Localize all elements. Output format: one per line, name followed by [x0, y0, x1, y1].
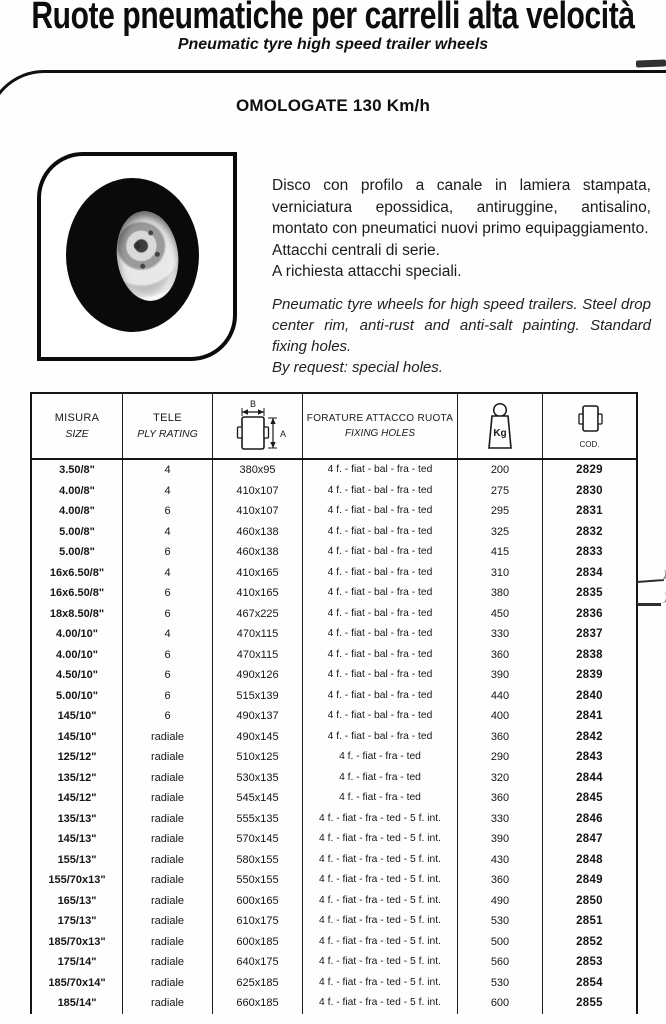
- table-row: [32, 973, 636, 994]
- fixing-holes-cell: 4 f. - fiat - fra - ted - 5 f. int.: [303, 829, 458, 850]
- table-row: [32, 501, 636, 522]
- code-cell: 2829: [576, 464, 603, 476]
- dimensions-cell: 570x145: [213, 829, 303, 850]
- code-cell: 2838: [576, 648, 603, 661]
- table-header: [32, 394, 636, 460]
- size-cell: 185/14": [32, 993, 123, 1014]
- code-cell: 2831: [576, 505, 603, 517]
- header-fixing-it: FORATURE ATTACCO RUOTA: [306, 413, 454, 424]
- fixing-holes-cell: 4 f. - fiat - bal - fra - ted: [303, 501, 458, 522]
- dimensions-cell: 625x185: [213, 973, 303, 994]
- header-fixing-en: FIXING HOLES: [344, 428, 415, 439]
- dimensions-cell: 530x135: [213, 768, 303, 789]
- bolt-hole: [140, 263, 146, 269]
- code-cell: 2841: [576, 710, 603, 722]
- fixing-holes-cell: 4 f. - fiat - bal - fra - ted: [303, 624, 458, 645]
- dimensions-cell: 555x135: [213, 809, 303, 830]
- page-subtitle: Pneumatic tyre high speed trailer wheels: [177, 36, 489, 53]
- header-code: [543, 394, 636, 458]
- size-cell: 185/70x13": [32, 932, 123, 953]
- fixing-holes-cell: 4 f. - fiat - bal - fra - ted: [303, 583, 458, 604]
- code-cell: 2846: [576, 812, 603, 825]
- header-ply: [123, 394, 213, 458]
- weight-cell: 530: [458, 973, 543, 994]
- header-size-en: SIZE: [65, 428, 89, 440]
- weight-cell: 275: [458, 481, 543, 502]
- weight-cell: 330: [458, 624, 543, 645]
- ply-cell: radiale: [123, 911, 213, 932]
- table-row: [32, 542, 636, 563]
- size-cell: 4.00/10": [32, 645, 123, 666]
- ply-cell: 6: [123, 686, 213, 707]
- dimensions-cell: 460x138: [213, 522, 303, 543]
- fixing-holes-cell: 4 f. - fiat - bal - fra - ted: [303, 481, 458, 502]
- size-cell: 5.00/10": [32, 686, 123, 707]
- header-fixing-holes: [303, 394, 458, 458]
- weight-cell: 430: [458, 850, 543, 871]
- size-cell: 4.00/8": [32, 501, 123, 522]
- dimensions-cell: 410x107: [213, 481, 303, 502]
- dimensions-cell: 380x95: [213, 460, 303, 481]
- svg-text:B: B: [249, 399, 256, 409]
- table-row: [32, 952, 636, 973]
- ply-cell: radiale: [123, 829, 213, 850]
- weight-cell: 390: [458, 829, 543, 850]
- fixing-holes-cell: 4 f. - fiat - bal - fra - ted: [303, 563, 458, 584]
- description-english-line2: By request: special holes.: [272, 358, 443, 376]
- wheel-dimensions-icon: [225, 398, 291, 454]
- scan-smudge: [636, 59, 666, 67]
- fixing-holes-cell: 4 f. - fiat - fra - ted: [303, 747, 458, 768]
- code-cell: 2844: [576, 771, 603, 784]
- ply-cell: radiale: [123, 952, 213, 973]
- table-row: [32, 583, 636, 604]
- size-cell: 135/12": [32, 768, 123, 789]
- code-cell: 2830: [576, 484, 603, 497]
- fixing-holes-cell: 4 f. - fiat - fra - ted - 5 f. int.: [303, 911, 458, 932]
- hub-rim: [112, 208, 184, 305]
- ply-cell: radiale: [123, 850, 213, 871]
- size-cell: 155/70x13": [32, 870, 123, 891]
- table-row: [32, 891, 636, 912]
- description-english: Pneumatic tyre wheels for high speed trailers. Steel drop center rim, anti-rust and anti-salt painting. Standard fixing holes.: [272, 295, 651, 355]
- fixing-holes-cell: 4 f. - fiat - fra - ted - 5 f. int.: [303, 932, 458, 953]
- table-row: [32, 993, 636, 1014]
- size-cell: 145/13": [32, 829, 123, 850]
- table-row: [32, 809, 636, 830]
- ply-cell: radiale: [123, 809, 213, 830]
- code-cell: 2839: [576, 669, 603, 681]
- dimensions-cell: 610x175: [213, 911, 303, 932]
- weight-cell: 530: [458, 911, 543, 932]
- dimensions-cell: 490x145: [213, 727, 303, 748]
- table-row: [32, 911, 636, 932]
- fixing-holes-cell: 4 f. - fiat - bal - fra - ted: [303, 706, 458, 727]
- fixing-holes-cell: 4 f. - fiat - fra - ted: [303, 768, 458, 789]
- weight-cell: 200: [458, 460, 543, 481]
- ply-cell: 4: [123, 460, 213, 481]
- code-cell: 2854: [576, 976, 603, 989]
- code-cell: 2845: [576, 792, 603, 804]
- weight-cell: 600: [458, 993, 543, 1014]
- weight-cell: 450: [458, 604, 543, 625]
- size-cell: 185/70x14": [32, 973, 123, 994]
- code-cell: 2853: [576, 956, 603, 968]
- table-row: [32, 768, 636, 789]
- code-cell: 2834: [576, 566, 603, 579]
- pen-mark-2835: [637, 603, 661, 606]
- header-weight: [458, 394, 543, 458]
- table-row: [32, 850, 636, 871]
- ply-cell: radiale: [123, 973, 213, 994]
- fixing-holes-cell: 4 f. - fiat - bal - fra - ted: [303, 665, 458, 686]
- weight-cell: 325: [458, 522, 543, 543]
- fixing-holes-cell: 4 f. - fiat - fra - ted - 5 f. int.: [303, 952, 458, 973]
- ply-cell: 6: [123, 706, 213, 727]
- homologation-heading: OMOLOGATE 130 Km/h: [235, 96, 431, 115]
- size-cell: 135/13": [32, 809, 123, 830]
- tire: [66, 178, 199, 332]
- weight-cell: 290: [458, 747, 543, 768]
- fixing-holes-cell: 4 f. - fiat - bal - fra - ted: [303, 604, 458, 625]
- code-cell: 2840: [576, 689, 603, 702]
- table-row: [32, 706, 636, 727]
- size-cell: 175/13": [32, 911, 123, 932]
- table-row: [32, 563, 636, 584]
- ply-cell: radiale: [123, 993, 213, 1014]
- ply-cell: 4: [123, 481, 213, 502]
- ply-cell: 4: [123, 624, 213, 645]
- bolt-hole: [155, 251, 161, 257]
- fixing-holes-cell: 4 f. - fiat - fra - ted - 5 f. int.: [303, 809, 458, 830]
- dimensions-cell: 580x155: [213, 850, 303, 871]
- weight-cell: 360: [458, 788, 543, 809]
- code-cell: 2847: [576, 833, 603, 845]
- header-ply-en: PLY RATING: [137, 428, 198, 440]
- code-cell: 2843: [576, 751, 603, 763]
- fixing-holes-cell: 4 f. - fiat - bal - fra - ted: [303, 460, 458, 481]
- dimensions-cell: 470x115: [213, 645, 303, 666]
- table-row: [32, 727, 636, 748]
- header-ply-it: TELE: [153, 412, 182, 424]
- ply-cell: 6: [123, 665, 213, 686]
- ply-cell: radiale: [123, 788, 213, 809]
- dimensions-cell: 460x138: [213, 542, 303, 563]
- ply-cell: radiale: [123, 747, 213, 768]
- code-cell: 2851: [576, 915, 603, 927]
- weight-cell: 415: [458, 542, 543, 563]
- dimensions-cell: 515x139: [213, 686, 303, 707]
- description-italian: Disco con profilo a canale in lamiera stampata, verniciatura epossidica, antiruggine, antisalino, montato con pneumatici nuovi primo equipaggiamento.: [272, 177, 651, 237]
- weight-cell: 310: [458, 563, 543, 584]
- size-cell: 145/10": [32, 706, 123, 727]
- ply-cell: radiale: [123, 870, 213, 891]
- weight-cell: 295: [458, 501, 543, 522]
- weight-cell: 320: [458, 768, 543, 789]
- size-cell: 5.00/8": [32, 522, 123, 543]
- table-rows: [32, 460, 636, 1014]
- dimensions-cell: 490x137: [213, 706, 303, 727]
- pen-squiggle-2835: [656, 591, 666, 604]
- dimensions-cell: 550x155: [213, 870, 303, 891]
- fixing-holes-cell: 4 f. - fiat - bal - fra - ted: [303, 727, 458, 748]
- size-cell: 165/13": [32, 891, 123, 912]
- size-cell: 5.00/8": [32, 542, 123, 563]
- size-cell: 155/13": [32, 850, 123, 871]
- code-cell: 2852: [576, 935, 603, 948]
- ply-cell: radiale: [123, 768, 213, 789]
- size-cell: 145/10": [32, 727, 123, 748]
- table-row: [32, 645, 636, 666]
- ply-cell: radiale: [123, 727, 213, 748]
- weight-kg-icon: [482, 402, 518, 450]
- fixing-holes-cell: 4 f. - fiat - fra - ted - 5 f. int.: [303, 891, 458, 912]
- table-row: [32, 665, 636, 686]
- header-code-label: COD.: [579, 440, 600, 449]
- code-cell: 2836: [576, 607, 603, 620]
- table-row: [32, 788, 636, 809]
- ply-cell: 4: [123, 563, 213, 584]
- wheel-code-icon: [572, 403, 608, 435]
- weight-cell: 490: [458, 891, 543, 912]
- size-cell: 16x6.50/8": [32, 563, 123, 584]
- header-size-it: MISURA: [54, 412, 100, 424]
- code-cell: 2833: [576, 546, 603, 558]
- dimensions-cell: 410x107: [213, 501, 303, 522]
- hub-center-hole: [133, 242, 141, 250]
- dimensions-cell: 490x126: [213, 665, 303, 686]
- weight-cell: 360: [458, 727, 543, 748]
- table-row: [32, 870, 636, 891]
- table-row: [32, 624, 636, 645]
- weight-cell: 360: [458, 645, 543, 666]
- ply-cell: 6: [123, 583, 213, 604]
- bolt-hole: [148, 230, 154, 236]
- ply-cell: 6: [123, 645, 213, 666]
- table-row: [32, 460, 636, 481]
- description-italian-line3: A richiesta attacchi speciali.: [272, 263, 462, 280]
- weight-cell: 360: [458, 870, 543, 891]
- description-italian-line2: Attacchi centrali di serie.: [272, 241, 440, 259]
- ply-cell: 6: [123, 604, 213, 625]
- ply-cell: 6: [123, 501, 213, 522]
- code-cell: 2835: [576, 587, 603, 599]
- code-cell: 2842: [576, 730, 603, 743]
- fixing-holes-cell: 4 f. - fiat - fra - ted - 5 f. int.: [303, 993, 458, 1014]
- dimensions-cell: 660x185: [213, 993, 303, 1014]
- size-cell: 175/14": [32, 952, 123, 973]
- ply-cell: radiale: [123, 932, 213, 953]
- weight-cell: 400: [458, 706, 543, 727]
- fixing-holes-cell: 4 f. - fiat - bal - fra - ted: [303, 522, 458, 543]
- ply-cell: radiale: [123, 891, 213, 912]
- weight-cell: 440: [458, 686, 543, 707]
- table-row: [32, 932, 636, 953]
- code-cell: 2850: [576, 894, 603, 907]
- dimensions-cell: 410x165: [213, 583, 303, 604]
- header-size: [32, 394, 123, 458]
- size-cell: 4.00/8": [32, 481, 123, 502]
- fixing-holes-cell: 4 f. - fiat - fra - ted - 5 f. int.: [303, 870, 458, 891]
- dimensions-cell: 410x165: [213, 563, 303, 584]
- size-cell: 4.50/10": [32, 665, 123, 686]
- weight-cell: 330: [458, 809, 543, 830]
- table-row: [32, 747, 636, 768]
- header-dimensions: [213, 394, 303, 458]
- fixing-holes-cell: 4 f. - fiat - fra - ted - 5 f. int.: [303, 973, 458, 994]
- dimensions-cell: 510x125: [213, 747, 303, 768]
- spec-table: [30, 392, 638, 1014]
- code-cell: 2849: [576, 874, 603, 886]
- weight-cell: 500: [458, 932, 543, 953]
- size-cell: 18x8.50/8": [32, 604, 123, 625]
- dimensions-cell: 600x165: [213, 891, 303, 912]
- weight-cell: 390: [458, 665, 543, 686]
- code-cell: 2837: [576, 628, 603, 640]
- dimensions-cell: 545x145: [213, 788, 303, 809]
- ply-cell: 4: [123, 522, 213, 543]
- table-row: [32, 604, 636, 625]
- fixing-holes-cell: 4 f. - fiat - bal - fra - ted: [303, 542, 458, 563]
- svg-text:A: A: [279, 429, 286, 439]
- size-cell: 3.50/8": [32, 460, 123, 481]
- weight-cell: 560: [458, 952, 543, 973]
- dimensions-cell: 600x185: [213, 932, 303, 953]
- ply-cell: 6: [123, 542, 213, 563]
- dimensions-cell: 470x115: [213, 624, 303, 645]
- size-cell: 16x6.50/8": [32, 583, 123, 604]
- size-cell: 145/12": [32, 788, 123, 809]
- fixing-holes-cell: 4 f. - fiat - bal - fra - ted: [303, 645, 458, 666]
- svg-text:Kg: Kg: [493, 428, 507, 439]
- table-row: [32, 829, 636, 850]
- code-cell: 2848: [576, 853, 603, 866]
- wheel-photo: [37, 152, 237, 361]
- fixing-holes-cell: 4 f. - fiat - fra - ted: [303, 788, 458, 809]
- size-cell: 4.00/10": [32, 624, 123, 645]
- description-block: [272, 175, 651, 378]
- fixing-holes-cell: 4 f. - fiat - bal - fra - ted: [303, 686, 458, 707]
- code-cell: 2855: [576, 997, 603, 1009]
- code-cell: 2832: [576, 525, 603, 538]
- fixing-holes-cell: 4 f. - fiat - fra - ted - 5 f. int.: [303, 850, 458, 871]
- table-row: [32, 522, 636, 543]
- dimensions-cell: 467x225: [213, 604, 303, 625]
- weight-cell: 380: [458, 583, 543, 604]
- page-title: Ruote pneumatiche per carrelli alta velocità: [31, 0, 635, 37]
- size-cell: 125/12": [32, 747, 123, 768]
- table-row: [32, 481, 636, 502]
- table-row: [32, 686, 636, 707]
- dimensions-cell: 640x175: [213, 952, 303, 973]
